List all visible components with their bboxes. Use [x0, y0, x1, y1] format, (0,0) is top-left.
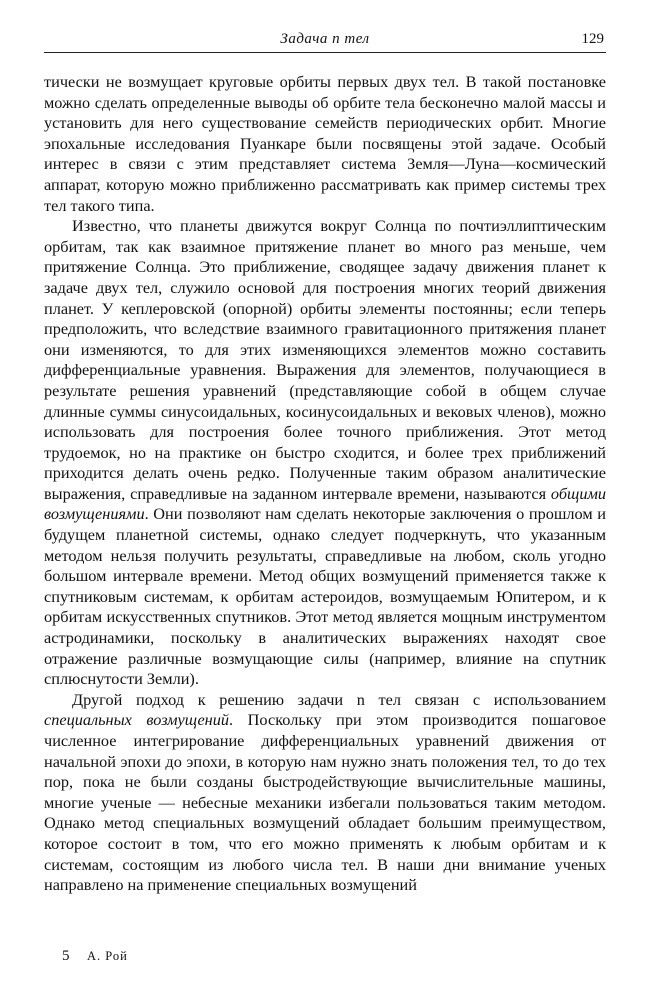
paragraph-2-text: Известно, что планеты движутся вокруг Солнца по почтиэллиптическим орбитам, так как взаимное притяжение планет во много раз меньше, чем притяжение Солнца. Это приближение, сводящее задачу движения планет к задаче двух тел, служило основой для построения многих теорий движения планет. У кеплеровской (опорной) орбиты элементы постоянны; если теперь предположить, что вследствие взаимного гравитационного притяжения планет они изменяются, то для этих изменяющихся элементов можно составить дифференциальные уравнения. Выражения для элементов, получающиеся в результате решения уравнений (представляющие собой в общем случае длинные суммы синусоидальных, косинусоидальных и вековых членов), можно использовать для построения более точного приближения. Этот метод трудоемок, но на практике он быстро сходится, и более трех приближений приходится делать очень редко. Полученные таким образом аналитические выражения, справедливые на заданном интервале времени, называются — [44, 216, 606, 503]
signature-author: А. Рой — [87, 949, 128, 963]
body-text — [44, 72, 606, 896]
signature-mark — [62, 948, 128, 965]
term-general-perturbations: общими возмущениями — [44, 483, 606, 524]
term-special-perturbations: специальных возмущений — [44, 710, 230, 730]
page-number: 129 — [581, 31, 604, 47]
signature-number: 5 — [62, 948, 70, 964]
paragraph-2 — [44, 216, 606, 690]
page-header — [44, 30, 606, 53]
paragraph-3-text-after: . Поскольку при этом производится пошаговое численное интегрирование дифференциальных уравнений движения от начальной эпохи до эпохи, в которую нам нужно знать положения тел, то до тех пор, пока не были созданы быстродействующие вычислительные машины, многие ученые — небесные механики избегали пользоваться таким методом. Однако метод специальных возмущений обладает большим преимуществом, которое состоит в том, что его можно применять к любым орбитам и к системам, состоящим из любого числа тел. В наши дни внимание ученых направлено на применение специальных возмущений — [44, 710, 606, 895]
running-title: Задача n тел — [280, 31, 370, 47]
paragraph-2-text-after: . Они позволяют нам сделать некоторые заключения о прошлом и будущем планетной системы, однако следует подчеркнуть, что указанным методом нельзя получить результаты, справедливые на любом, сколь угодно большом интервале времени. Метод общих возмущений применяется также к спутниковым системам, к орбитам астероидов, возмущаемым Юпитером, и к орбитам искусственных спутников. Этот метод является мощным инструментом астродинамики, поскольку в аналитических выражениях находят свое отражение различные возмущающие силы (например, влияние на спутник сплюснутости Земли). — [44, 504, 606, 689]
paragraph-3-text: Другой подход к решению задачи n тел связан с использованием — [72, 689, 606, 709]
paragraph-3 — [44, 690, 606, 896]
paragraph-1 — [44, 72, 606, 216]
paragraph-1-text: тически не возмущает круговые орбиты первых двух тел. В такой постановке можно сделать определенные выводы об орбите тела бесконечно малой массы и установить для него существование семейств периодических орбит. Многие эпохальные исследования Пуанкаре были посвящены этой задаче. Особый интерес в связи с этим представляет система Земля—Луна—космический аппарат, которую можно приближенно рассматривать как пример системы трех тел такого типа. — [44, 72, 606, 215]
